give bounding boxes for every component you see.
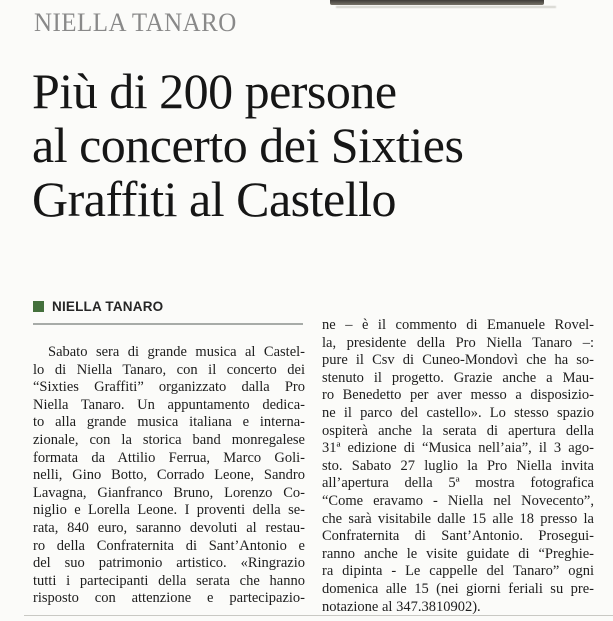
bottom-rule <box>24 615 613 616</box>
headline-line-1: Più di 200 persone <box>32 63 397 119</box>
text-line: ne – è il commento di Emanuele Rovel- <box>322 317 594 333</box>
text-line: Confraternita di Sant’Antonio. Prosegui- <box>322 528 594 545</box>
text-line: domenica alle 15 (nei giorni feriali su pre- <box>322 580 594 597</box>
text-line: ro Benedetto per aver messo a disposizio- <box>322 387 594 404</box>
text-line: rata, 840 euro, saranno devoluti al restau- <box>33 519 305 536</box>
text-line: Sabato sera di grande musica al Castel- <box>48 344 305 360</box>
text-line: zionale, con la storica band monregalese <box>33 431 305 448</box>
text-line: notazione al 347.3810902). <box>322 598 481 615</box>
text-line: che sarà visitabile dalle 15 alle 18 presso la <box>322 510 594 527</box>
section-bullet-icon <box>33 301 44 312</box>
photo-edge-shadow <box>336 6 556 8</box>
text-line: to alla grande musica italiana e interna- <box>33 414 305 431</box>
text-line: niglio e Lorella Leone. I proventi della se- <box>33 502 305 519</box>
text-line: Lavagna, Gianfranco Bruno, Lorenzo Co- <box>33 484 305 501</box>
headline-line-2: al concerto dei Sixties <box>32 117 464 173</box>
text-line: all’apertura della 5ª mostra fotografica <box>322 475 594 492</box>
text-line: ne il parco del castello». Lo stesso spazio <box>322 404 594 421</box>
text-line: ranno anche le visite guidate di “Preghie- <box>322 545 594 562</box>
text-line: stenuto il progetto. Grazie anche a Mau- <box>322 369 594 386</box>
text-line: “Sixties Graffiti” organizzato dalla Pro <box>33 379 305 396</box>
text-line: risposto con attenzione e partecipazio- <box>33 590 305 607</box>
text-line: formata da Attilio Ferrua, Marco Goli- <box>33 449 305 466</box>
section-label: NIELLA TANARO <box>52 299 164 314</box>
text-line: “Come eravamo - Niella nel Novecento”, <box>322 492 594 509</box>
headline-line-3: Graffiti al Castello <box>32 171 396 227</box>
text-line: ospiterà anche la serata di apertura della <box>322 422 594 439</box>
text-line: nelli, Gino Botto, Corrado Leone, Sandro <box>33 467 305 484</box>
article-column-left <box>33 344 305 608</box>
text-line: sto. Sabato 27 luglio la Pro Niella invita <box>322 457 594 474</box>
text-line: lo di Niella Tanaro, con il concerto dei <box>33 361 305 378</box>
article-column-right <box>322 317 594 616</box>
text-line: del suo patrimonio artistico. «Ringrazio <box>33 555 305 572</box>
text-line: pure il Csv di Cuneo-Mondovì che ha so- <box>322 352 594 369</box>
text-line: Niella Tanaro. Un appuntamento dedica- <box>33 396 305 413</box>
text-line: ra dipinta - Le cappelle del Tanaro” ogni <box>322 563 594 580</box>
text-line: 31ª edizione di “Musica nell’aia”, il 3 ago- <box>322 440 594 457</box>
page-kicker: NIELLA TANARO <box>34 8 237 37</box>
text-line: tutti i partecipanti della serata che hanno <box>33 572 305 589</box>
text-line: la, presidente della Pro Niella Tanaro –: <box>322 334 594 351</box>
text-line: ro della Confraternita di Sant’Antonio e <box>33 537 305 554</box>
article-headline <box>32 64 463 226</box>
photo-bottom-edge <box>330 0 544 5</box>
section-header <box>33 299 303 325</box>
